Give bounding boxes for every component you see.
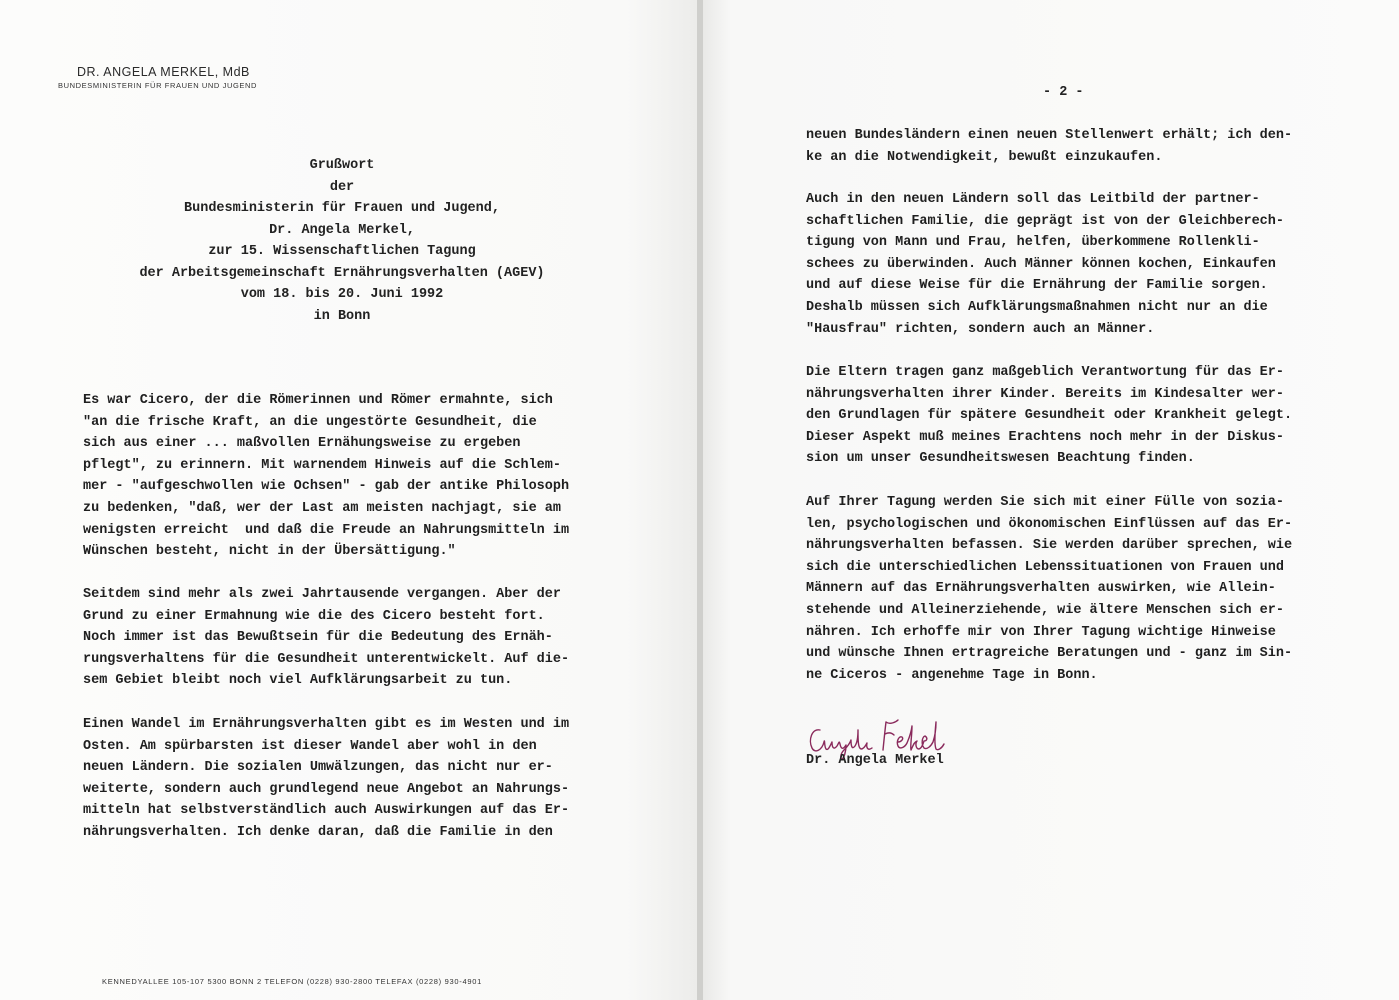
text-line: sich aus einer ... maßvollen Ernähungsweise zu ergeben — [83, 436, 521, 452]
text-line: tigung von Mann und Frau, helfen, überkommene Rollenkli- — [806, 235, 1260, 251]
text-line: mitteln hat selbstverständlich auch Auswirkungen auf das Er- — [83, 803, 570, 819]
text-line: Auch in den neuen Ländern soll das Leitbild der partner- — [806, 192, 1260, 207]
signer-name: Dr. Angela Merkel — [806, 753, 944, 768]
paragraph-millennia — [83, 584, 569, 692]
paragraph-parents — [806, 362, 1292, 470]
title-line: der Arbeitsgemeinschaft Ernährungsverhalten (AGEV) — [139, 265, 545, 281]
text-line: rungsverhaltens für die Gesundheit unterentwickelt. Auf die- — [83, 651, 570, 667]
text-line: sem Gebiet bleibt noch viel Aufklärungsarbeit zu tun. — [83, 673, 513, 689]
text-line: Osten. Am spürbarsten ist dieser Wandel aber wohl in den — [83, 738, 537, 754]
text-line: pflegt", zu erinnern. Mit warnendem Hinweis auf die Schlem- — [83, 457, 561, 473]
title-line: zur 15. Wissenschaftlichen Tagung — [208, 244, 476, 259]
paragraph-continuation — [806, 125, 1292, 168]
text-line: und wünsche Ihnen ertragreiche Beratungen und - ganz im Sin- — [806, 646, 1293, 662]
text-line: nährungsverhalten. Ich denke daran, daß die Familie in den — [83, 824, 553, 840]
letter-page-1 — [0, 0, 697, 1000]
paragraph-partnership — [806, 189, 1284, 340]
text-line: Einen Wandel im Ernährungsverhalten gibt es im Westen und im — [83, 717, 570, 732]
greeting-title — [82, 155, 602, 327]
text-line: Auf Ihrer Tagung werden Sie sich mit einer Fülle von sozia- — [806, 495, 1284, 510]
text-line: stehende und Alleinerziehende, wie ältere Menschen sich er- — [806, 602, 1284, 618]
text-line: mer - "aufgeschwollen wie Ochsen" - gab der antike Philosoph — [83, 479, 570, 495]
text-line: Es war Cicero, der die Römerinnen und Römer ermahnte, sich — [83, 393, 553, 408]
text-line: Deshalb müssen sich Aufklärungsmaßnahmen nicht nur an die — [806, 299, 1268, 315]
title-line: der — [329, 179, 355, 195]
text-line: zu bedenken, "daß, wer der Last am meisten nachjagt, sie am — [83, 500, 561, 516]
title-line: Grußwort — [309, 158, 375, 173]
page-number: - 2 - — [1043, 85, 1084, 100]
text-line: schaftlichen Familie, die geprägt ist von der Gleichberech- — [806, 213, 1284, 229]
text-line: sion um unser Gesundheitswesen Beachtung finden. — [806, 451, 1195, 467]
title-line: in Bonn — [313, 308, 371, 324]
text-line: und auf diese Weise für die Ernährung der Familie sorgen. — [806, 278, 1268, 294]
title-line: vom 18. bis 20. Juni 1992 — [240, 287, 444, 302]
text-line: nährungsverhalten ihrer Kinder. Bereits im Kindesalter wer- — [806, 386, 1284, 402]
text-line: "Hausfrau" richten, sondern auch an Männer. — [806, 321, 1155, 337]
text-line: weiterte, sondern auch grundlegend neue Angebot an Nahrungs- — [83, 781, 570, 797]
text-line: Männern auf das Ernährungsverhalten auswirken, wie Allein- — [806, 581, 1276, 597]
letterhead-subtitle: BUNDESMINISTERIN FÜR FRAUEN UND JUGEND — [58, 81, 258, 90]
text-line: Grund zu einer Ermahnung wie die des Cicero besteht fort. — [83, 608, 545, 624]
paragraph-conference — [806, 492, 1292, 686]
text-line: Die Eltern tragen ganz maßgeblich Verantwortung für das Er- — [806, 365, 1284, 380]
text-line: "an die frische Kraft, an die ungestörte Gesundheit, die — [83, 414, 537, 430]
title-line: Bundesministerin für Frauen und Jugend, — [184, 201, 500, 216]
letterhead-footer: KENNEDYALLEE 105-107 5300 BONN 2 TELEFON (0228) 930-2800 TELEFAX (0228) 930-4901 — [102, 977, 482, 986]
paragraph-change — [83, 714, 569, 844]
text-line: Noch immer ist das Bewußtsein für die Bedeutung des Ernäh- — [83, 630, 553, 646]
text-line: nähren. Ich erhoffe mir von Ihrer Tagung wichtige Hinweise — [806, 624, 1276, 640]
text-line: neuen Bundesländern einen neuen Stellenwert erhält; ich den- — [806, 128, 1293, 143]
paragraph-cicero — [83, 390, 569, 563]
text-line: neuen Ländern. Die sozialen Umwälzungen, das nicht nur er- — [83, 760, 553, 776]
text-line: den Grundlagen für spätere Gesundheit oder Krankheit gelegt. — [806, 408, 1293, 424]
text-line: sich die unterschiedlichen Lebenssituationen von Frauen und — [806, 559, 1284, 575]
text-line: schees zu überwinden. Auch Männer können kochen, Einkaufen — [806, 256, 1276, 272]
text-line: Seitdem sind mehr als zwei Jahrtausende vergangen. Aber der — [83, 587, 561, 602]
text-line: len, psychologischen und ökonomischen Einflüssen auf das Er- — [806, 516, 1293, 532]
text-line: wenigsten erreicht und daß die Freude an Nahrungsmitteln im — [83, 522, 570, 538]
letterhead-name: DR. ANGELA MERKEL, MdB — [77, 65, 250, 79]
text-line: ne Ciceros - angenehme Tage in Bonn. — [806, 667, 1098, 683]
title-line: Dr. Angela Merkel, — [269, 222, 415, 238]
text-line: Wünschen besteht, nicht in der Übersättigung." — [83, 544, 456, 560]
text-line: Dieser Aspekt muß meines Erachtens noch mehr in der Diskus- — [806, 429, 1284, 445]
text-line: ke an die Notwendigkeit, bewußt einzukaufen. — [806, 149, 1163, 165]
text-line: nährungsverhalten befassen. Sie werden darüber sprechen, wie — [806, 538, 1293, 554]
